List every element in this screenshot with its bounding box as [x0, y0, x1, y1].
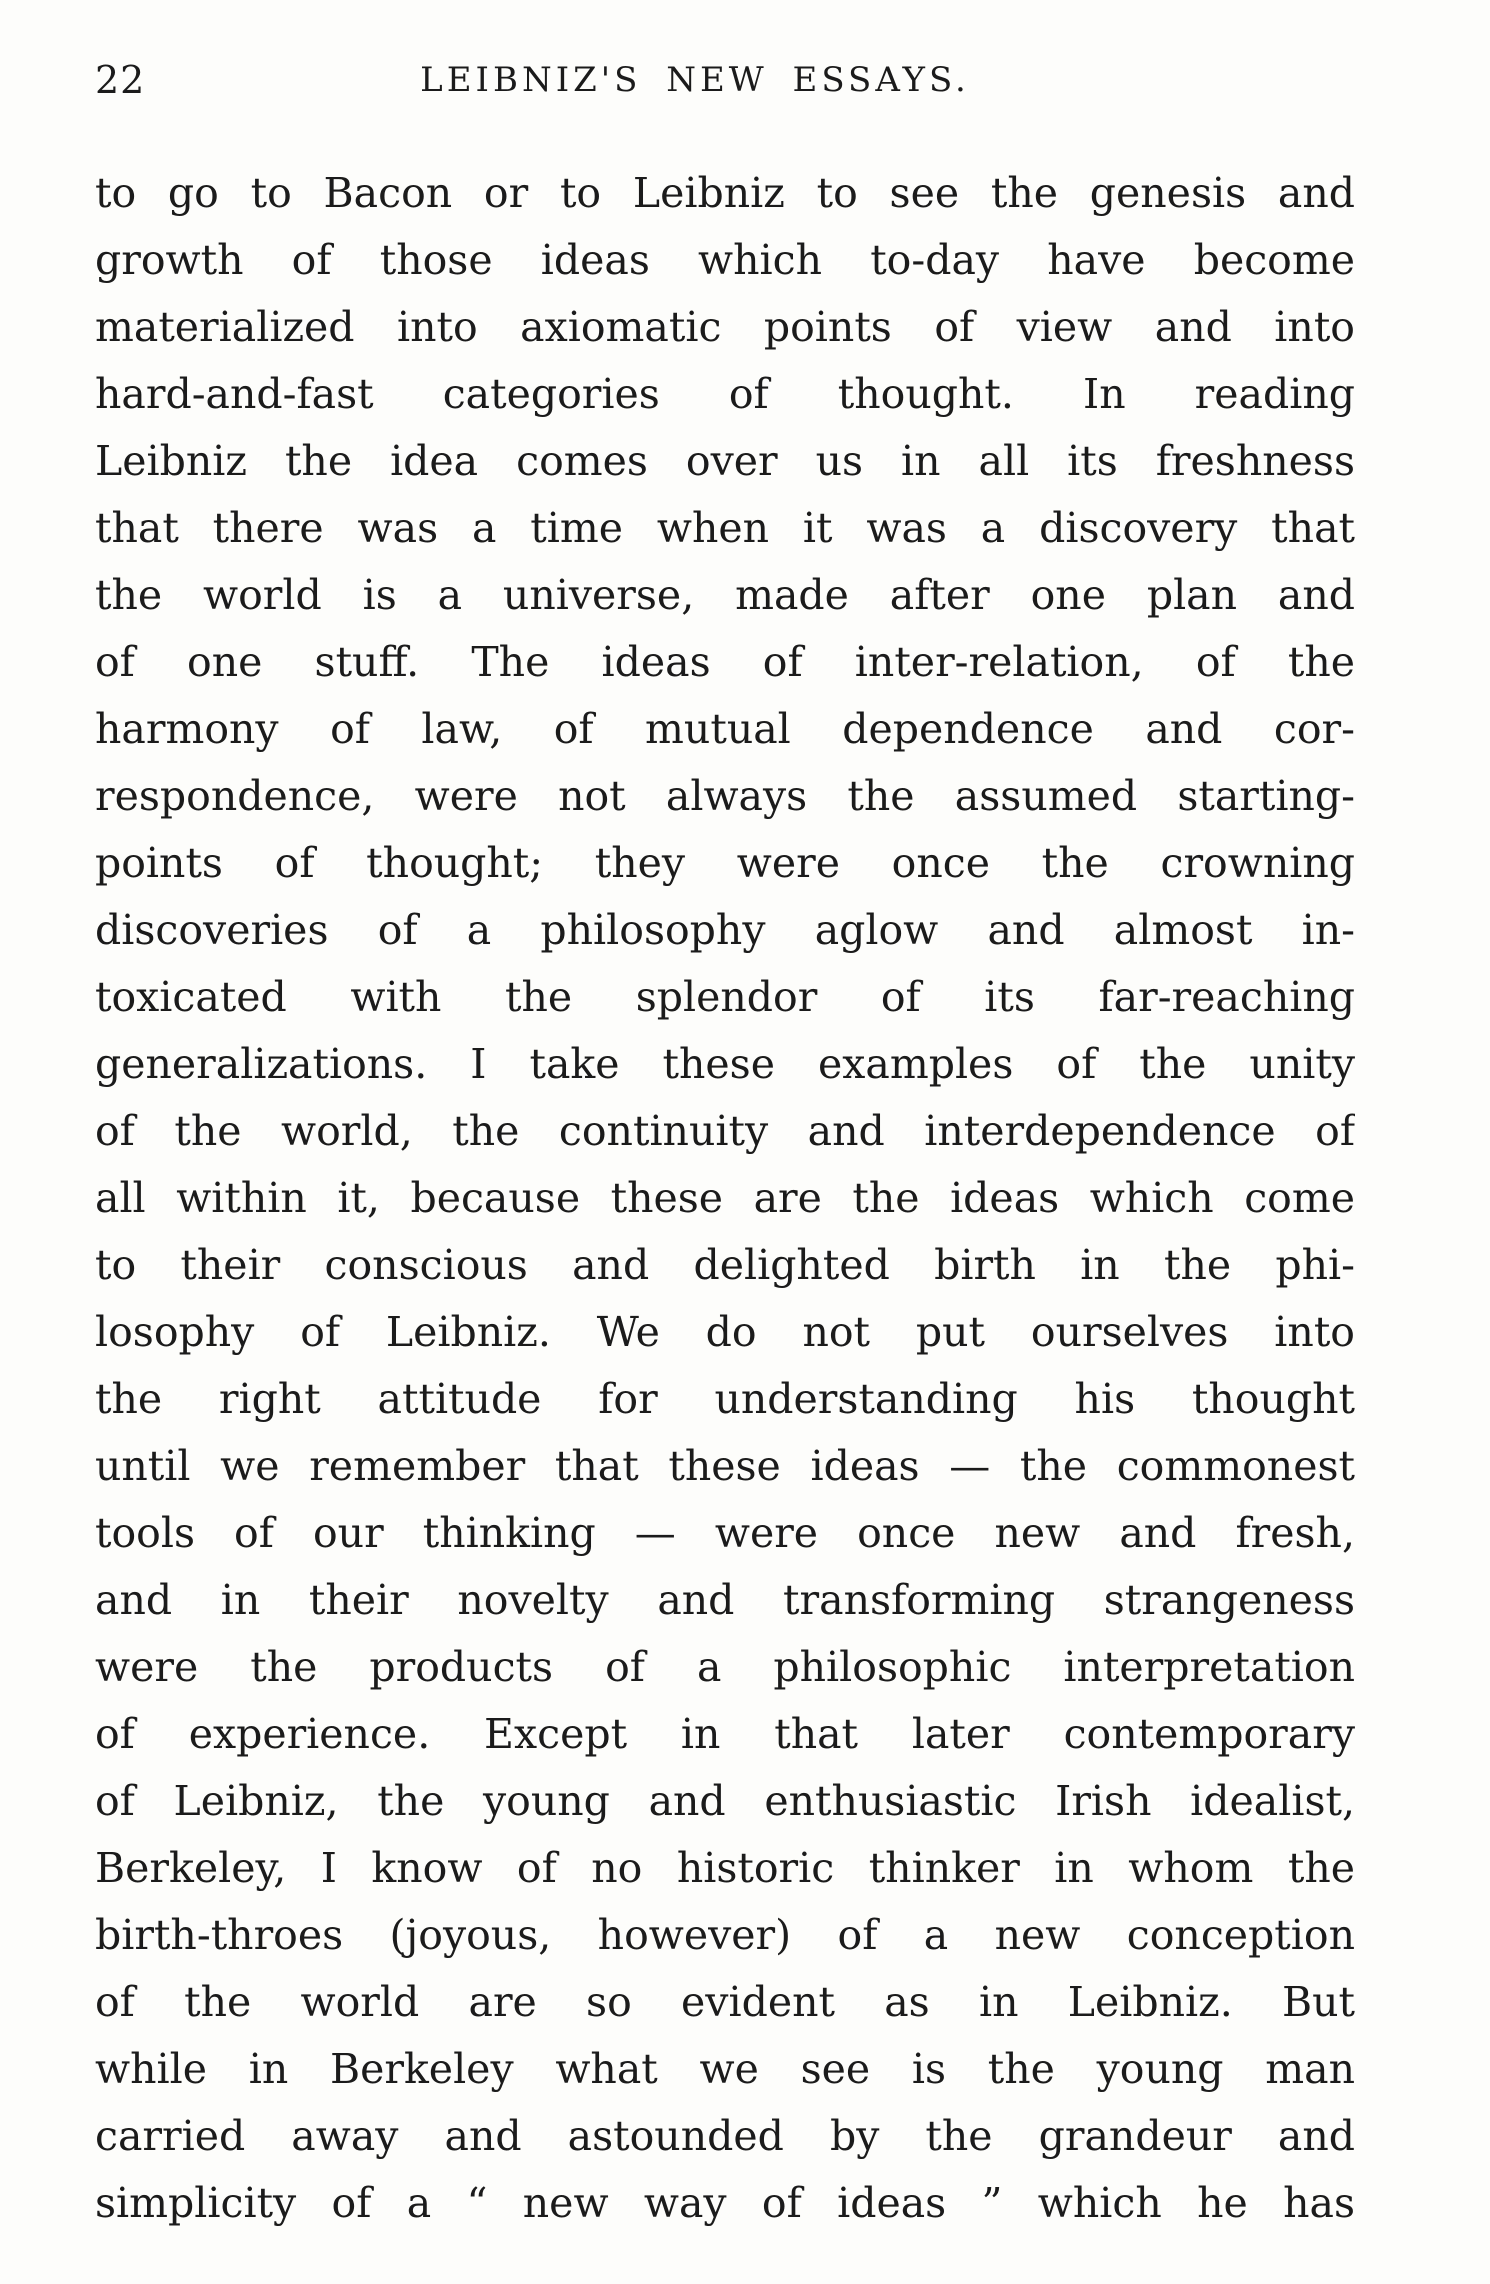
text-line: respondence, were not always the assumed starting- — [95, 772, 1355, 820]
text-line: Leibniz the idea comes over us in all its freshness — [95, 437, 1355, 485]
text-line: simplicity of a “ new way of ideas ” which he has — [95, 2179, 1355, 2227]
text-line: while in Berkeley what we see is the young man — [95, 2045, 1355, 2093]
text-line: to go to Bacon or to Leibniz to see the genesis and — [95, 169, 1355, 217]
text-line: carried away and astounded by the grandeur and — [95, 2112, 1355, 2160]
text-line: toxicated with the splendor of its far-reaching — [95, 973, 1355, 1021]
text-line: the right attitude for understanding his thought — [95, 1375, 1355, 1423]
text-line: birth-throes (joyous, however) of a new conception — [95, 1911, 1355, 1959]
text-line: of the world are so evident as in Leibniz. But — [95, 1978, 1355, 2026]
text-line: hard-and-fast categories of thought. In reading — [95, 370, 1355, 418]
text-line: were the products of a philosophic interpretation — [95, 1643, 1355, 1691]
text-line: materialized into axiomatic points of view and into — [95, 303, 1355, 351]
running-header — [95, 58, 1355, 108]
text-line: all within it, because these are the ideas which come — [95, 1174, 1355, 1222]
text-line: of Leibniz, the young and enthusiastic Irish idealist, — [95, 1777, 1355, 1825]
text-line: of one stuff. The ideas of inter-relation, of the — [95, 638, 1355, 686]
text-line: the world is a universe, made after one plan and — [95, 571, 1355, 619]
text-line: of experience. Except in that later contemporary — [95, 1710, 1355, 1758]
text-line: harmony of law, of mutual dependence and cor- — [95, 705, 1355, 753]
text-line: generalizations. I take these examples of the unity — [95, 1040, 1355, 1088]
text-line: of the world, the continuity and interdependence of — [95, 1107, 1355, 1155]
page-number: 22 — [95, 58, 146, 102]
text-line: discoveries of a philosophy aglow and almost in- — [95, 906, 1355, 954]
page-title: LEIBNIZ'S NEW ESSAYS. — [420, 60, 970, 100]
text-line: to their conscious and delighted birth in the phi- — [95, 1241, 1355, 1289]
text-line: tools of our thinking — were once new and fresh, — [95, 1509, 1355, 1557]
text-line: points of thought; they were once the crowning — [95, 839, 1355, 887]
text-line: losophy of Leibniz. We do not put ourselves into — [95, 1308, 1355, 1356]
text-line: that there was a time when it was a discovery that — [95, 504, 1355, 552]
text-line: growth of those ideas which to-day have become — [95, 236, 1355, 284]
body-text — [95, 160, 1355, 2237]
text-line: Berkeley, I know of no historic thinker in whom the — [95, 1844, 1355, 1892]
text-line: and in their novelty and transforming strangeness — [95, 1576, 1355, 1624]
text-line: until we remember that these ideas — the commonest — [95, 1442, 1355, 1490]
